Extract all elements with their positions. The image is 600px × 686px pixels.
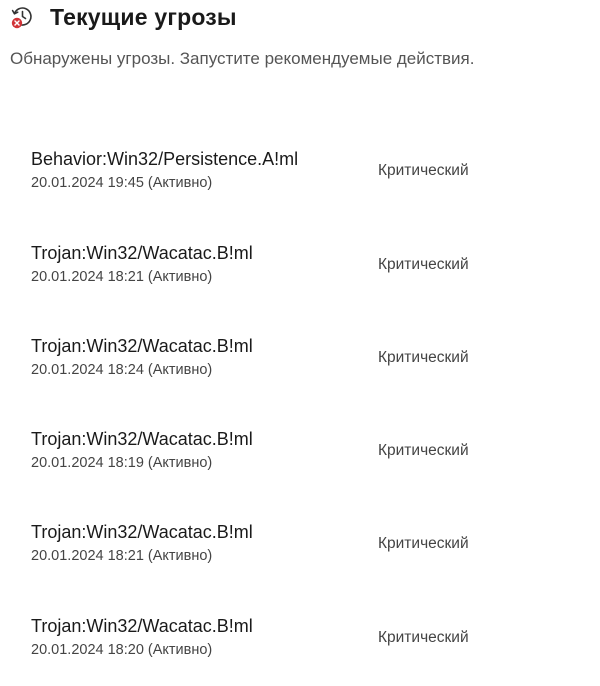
threat-severity: Критический (378, 349, 469, 366)
threat-row[interactable] (0, 522, 600, 582)
threat-row[interactable] (0, 336, 600, 396)
threat-name: Trojan:Win32/Wacatac.B!ml (31, 522, 253, 542)
threat-name: Trojan:Win32/Wacatac.B!ml (31, 616, 253, 636)
threat-row[interactable] (0, 149, 600, 209)
threat-severity: Критический (378, 256, 469, 273)
page-title: Текущие угрозы (50, 3, 237, 30)
page-subtitle: Обнаружены угрозы. Запустите рекомендуемые действия. (10, 49, 475, 68)
threat-severity: Критический (378, 442, 469, 459)
threat-name: Trojan:Win32/Wacatac.B!ml (31, 243, 253, 263)
threat-row[interactable] (0, 243, 600, 303)
page-header (10, 2, 237, 32)
threat-time: 20.01.2024 18:21 (Активно) (31, 269, 213, 285)
threat-severity: Критический (378, 535, 469, 552)
threat-row[interactable] (0, 429, 600, 489)
threat-time: 20.01.2024 18:19 (Активно) (31, 455, 213, 471)
threat-time: 20.01.2024 18:24 (Активно) (31, 362, 213, 378)
threat-row[interactable] (0, 616, 600, 676)
threat-severity: Критический (378, 162, 469, 179)
threat-name: Behavior:Win32/Persistence.A!ml (31, 149, 299, 169)
threat-time: 20.01.2024 18:21 (Активно) (31, 548, 213, 564)
threat-time: 20.01.2024 19:45 (Активно) (31, 175, 213, 191)
threat-time: 20.01.2024 18:20 (Активно) (31, 642, 213, 658)
threat-name: Trojan:Win32/Wacatac.B!ml (31, 429, 253, 449)
threat-severity: Критический (378, 629, 469, 646)
threat-name: Trojan:Win32/Wacatac.B!ml (31, 336, 253, 356)
clock-history-alert-icon (10, 4, 36, 30)
